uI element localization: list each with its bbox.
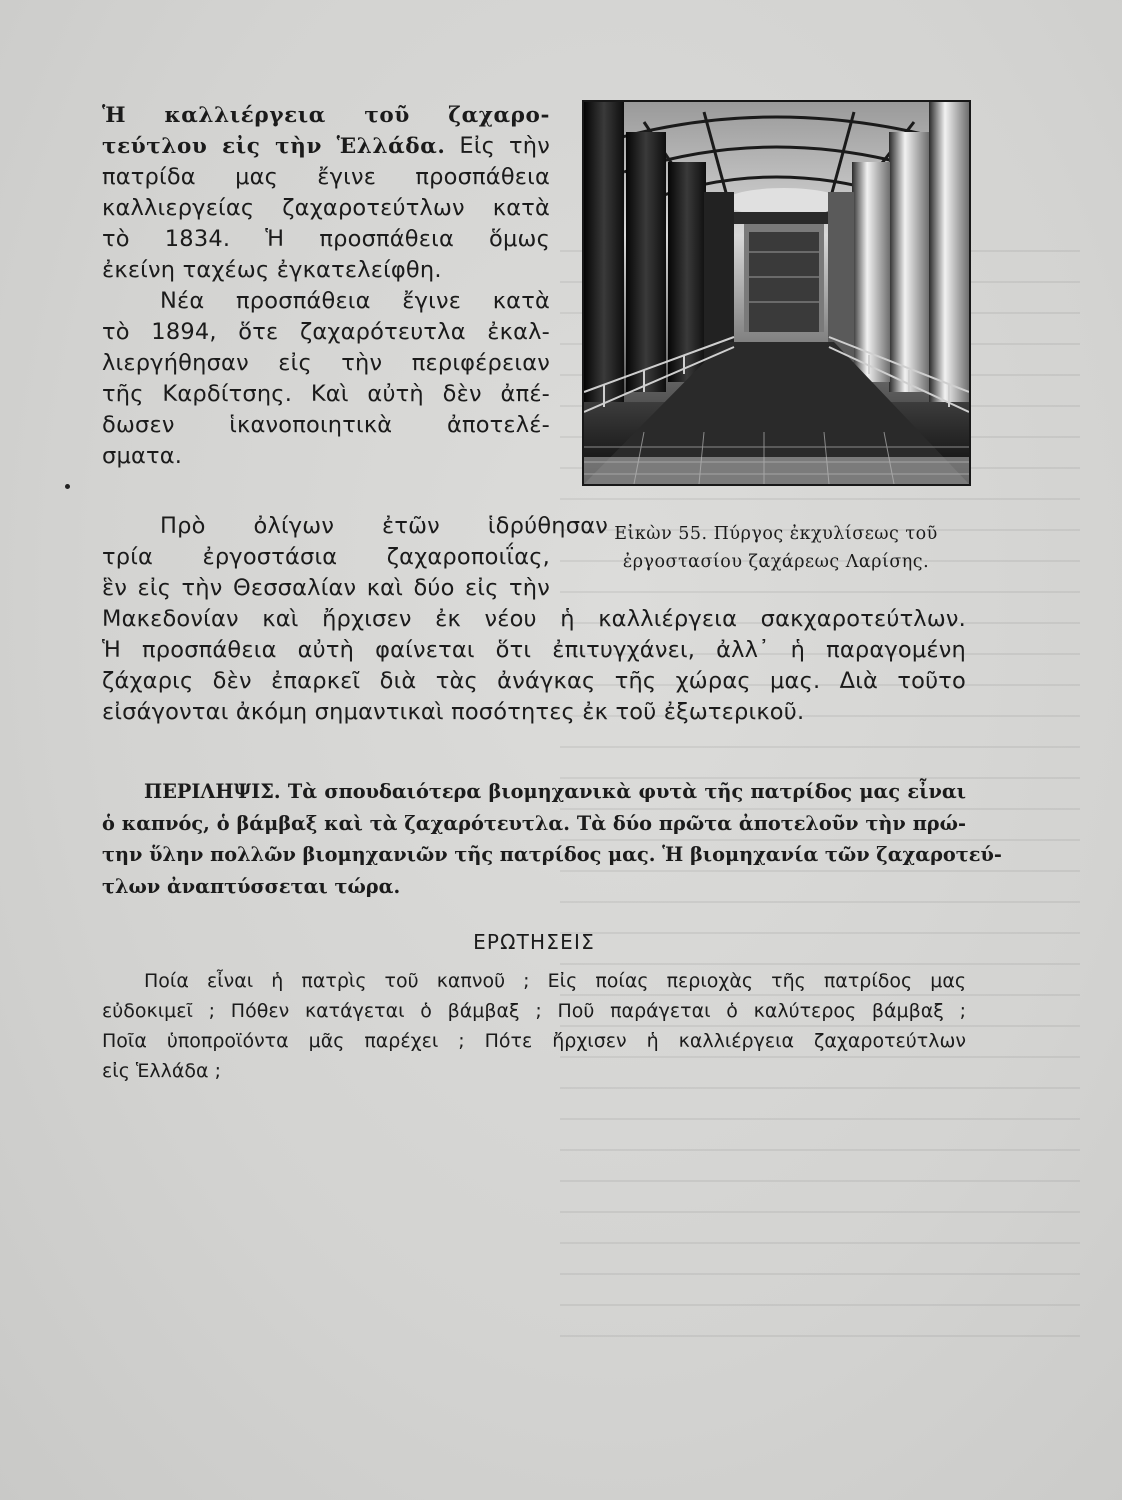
text-line: τὸ 1834. Ἡ προσπάθεια ὅμως bbox=[102, 226, 550, 252]
factory-photo bbox=[582, 100, 971, 486]
text-line: τρία ἐργοστάσια ζαχαροποιΐας, bbox=[102, 544, 550, 570]
figure-caption-line2: ἐργοστασίου ζαχάρεως Λαρίσης. bbox=[622, 552, 930, 572]
questions-block bbox=[102, 966, 966, 1086]
text-line: Μακεδονίαν καὶ ἤρχισεν ἐκ νέου ἡ καλλιέργεια σακχαροτεύτλων. bbox=[102, 606, 966, 632]
text-line bbox=[102, 100, 550, 131]
section-heading-part1: Ἡ καλλιέργεια τοῦ ζαχαρο- bbox=[102, 103, 550, 128]
question-line: εἰς Ἑλλάδα ; bbox=[102, 1060, 222, 1082]
text-line: δωσεν ἱκανοποιητικὰ ἀποτελέ- bbox=[102, 412, 550, 438]
text-line: καλλιεργείας ζαχαροτεύτλων κατὰ bbox=[102, 195, 550, 221]
summary-line: την ὕλην πολλῶν βιομηχανιῶν τῆς πατρίδος μας. Ἡ βιομηχανία τῶν ζαχαροτεύ- bbox=[102, 843, 1002, 866]
text-line: τεύτλου εἰς τὴν Ἑλλάδα. Εἰς τὴν bbox=[102, 133, 550, 159]
figure-caption-line1: Εἰκὼν 55. Πύργος ἐκχυλίσεως τοῦ bbox=[614, 524, 938, 544]
stray-ink-dot bbox=[65, 484, 70, 489]
left-column-text bbox=[102, 100, 550, 472]
question-line: Ποῖα ὑποπροϊόντα μᾶς παρέχει ; Πότε ἤρχισεν ἡ καλλιέργεια ζαχαροτεύτλων bbox=[102, 1030, 966, 1052]
summary-line: τλων ἀναπτύσσεται τώρα. bbox=[102, 874, 401, 898]
text-line: εἰσάγονται ἀκόμη σημαντικαὶ ποσότητες ἐκ τοῦ ἐξωτερικοῦ. bbox=[102, 699, 805, 725]
text-line: ζάχαρις δὲν ἐπαρκεῖ διὰ τὰς ἀνάγκας τῆς χώρας μας. Διὰ τοῦτο bbox=[102, 668, 966, 694]
text-line: τῆς Καρδίτσης. Καὶ αὐτὴ δὲν ἀπέ- bbox=[102, 381, 550, 407]
summary-line: ΠΕΡΙΛΗΨΙΣ. Τὰ σπουδαιότερα βιομηχανικὰ φυτὰ τῆς πατρίδος μας εἶναι bbox=[144, 780, 966, 803]
summary-line: ὁ καπνός, ὁ βάμβαξ καὶ τὰ ζαχαρότευτλα. Τὰ δύο πρῶτα ἀποτελοῦν τὴν πρώ- bbox=[102, 811, 966, 835]
text-line: Νέα προσπάθεια ἔγινε κατὰ bbox=[160, 288, 550, 314]
text-line: Πρὸ ὀλίγων ἐτῶν ἱδρύθησαν bbox=[160, 513, 608, 539]
text-line: λιεργήθησαν εἰς τὴν περιφέρειαν bbox=[102, 350, 550, 376]
text-line: πατρίδα μας ἔγινε προσπάθεια bbox=[102, 164, 550, 190]
extraction-tower-photo bbox=[584, 102, 969, 484]
full-width-text bbox=[102, 511, 966, 728]
question-line: εὐδοκιμεῖ ; Πόθεν κατάγεται ὁ βάμβαξ ; Ποῦ παράγεται ὁ καλύτερος βάμβαξ ; bbox=[102, 1000, 966, 1022]
text-line: Ἡ προσπάθεια αὐτὴ φαίνεται ὅτι ἐπιτυγχάνει, ἀλλ᾽ ἡ παραγομένη bbox=[102, 637, 966, 663]
text-line: τὸ 1894, ὅτε ζαχαρότευτλα ἐκαλ- bbox=[102, 319, 550, 345]
question-line: Ποία εἶναι ἡ πατρὶς τοῦ καπνοῦ ; Εἰς ποίας περιοχὰς τῆς πατρίδος μας bbox=[144, 970, 966, 992]
text-line: ἐκείνη ταχέως ἐγκατελείφθη. bbox=[102, 257, 442, 283]
summary-block bbox=[102, 776, 1002, 902]
questions-title: ΕΡΩΤΗΣΕΙΣ bbox=[473, 930, 595, 954]
section-heading-part2: τεύτλου εἰς τὴν Ἑλλάδα. bbox=[102, 134, 446, 159]
text-line: σματα. bbox=[102, 443, 183, 469]
text-line: ἓν εἰς τὴν Θεσσαλίαν καὶ δύο εἰς τὴν bbox=[102, 575, 550, 601]
